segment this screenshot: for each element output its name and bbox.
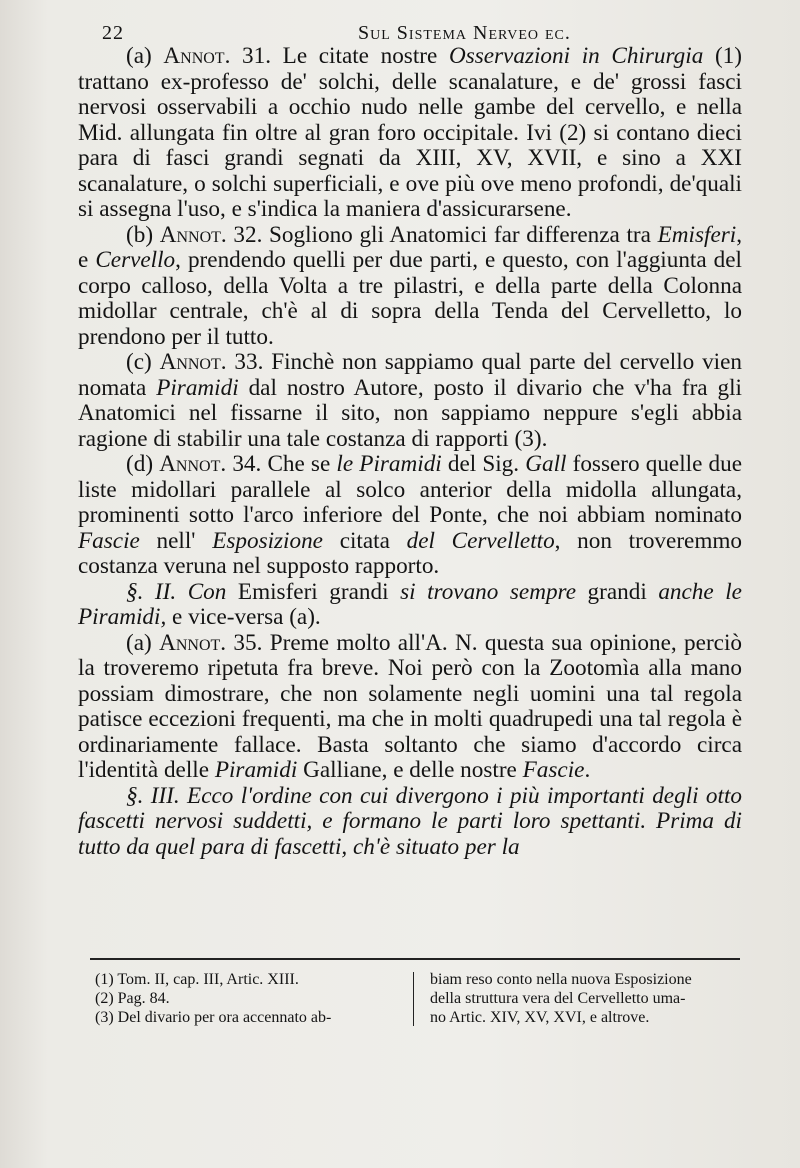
paragraph-annot-33 (78, 350, 742, 452)
footnote-1: (1) Tom. II, cap. III, Artic. XIII. (95, 971, 299, 988)
main-text (78, 44, 742, 860)
footnote-3-continued-line-3: no Artic. XIV, XV, XVI, e altrove. (430, 1009, 650, 1026)
text-run: Annot (159, 221, 221, 248)
page-number: 22 (102, 22, 124, 44)
text-run: . 34. Che se (220, 451, 337, 477)
text-run: Cervello (95, 247, 176, 273)
text-run: , e (78, 221, 742, 273)
paragraph-annot-35 (78, 631, 742, 784)
text-run: . (584, 757, 591, 783)
text-run: Emisferi (657, 221, 737, 248)
text-run: Annot (159, 451, 221, 477)
footnote-3-continued-line-1: biam reso conto nella nuova Esposizione (430, 971, 692, 988)
text-run: Piramidi (156, 374, 239, 401)
text-run: Esposizione (212, 527, 323, 554)
text-run: . 31. Le citate nostre (224, 43, 449, 69)
page-header (78, 14, 742, 44)
paragraph-annot-34 (78, 452, 742, 580)
paragraph-annot-32 (78, 223, 742, 351)
text-run: Fascie (522, 757, 585, 783)
text-run: (a) (126, 629, 160, 656)
text-run: (b) (126, 221, 160, 248)
text-run: le Piramidi (336, 451, 442, 477)
footnote-divider-rule (90, 958, 740, 960)
text-run: nell' (139, 527, 213, 554)
text-run: §. III. Ecco l'ordine con cui divergono i più importanti degli otto fascetti nervosi suddetti, e formano le parti loro spettanti. Prima di tutto da quel para di fascetti, ch'è situato per la (78, 782, 742, 860)
text-run: Gall (525, 451, 567, 477)
text-run: dal nostro Autore, posto il divario che v'ha fra gli Anatomici nel fissarne il sito, non sappiamo neppure s'egli abbia ragione di stabilir una tale costanza di rapporti (3). (78, 374, 743, 452)
text-run: . 33. Finchè non sappiamo qual parte del cervello vien nomata (78, 349, 742, 401)
text-run: . 32. Sogliono gli Anatomici far differenza tra (220, 221, 658, 248)
text-run: , prendendo quelli per due parti, e questo, con l'aggiunta del corpo calloso, della Volta a tre pilastri, e della parte della Colonna midollar centrale, ch'è al di sopra della Tenda del Cervelletto, lo prendono per il tutto. (78, 247, 742, 350)
paragraph-section-2 (78, 580, 742, 631)
paragraph-section-3 (78, 784, 742, 861)
text-run: fossero quelle due liste midollari parallele al solco anterior della midolla allungata, prominenti sotto l'arco inferiore del Ponte, che noi abbiam nominato (78, 451, 743, 528)
footnotes-right-column (430, 970, 750, 1027)
text-run: Galliane, e delle nostre (297, 757, 523, 783)
footnote-column-divider (413, 972, 414, 1026)
text-run: e vice-versa (a). (166, 604, 321, 630)
text-run: , non troveremmo costanza veruna nel supposto rapporto. (78, 527, 742, 579)
text-run: Piramidi (214, 757, 298, 783)
text-run: citata (322, 527, 407, 554)
footnote-3-continued-line-2: della struttura vera del Cervelletto uma- (430, 990, 686, 1007)
text-run: si trovano sempre (400, 578, 588, 605)
text-run: (c) (126, 349, 160, 375)
footnotes-left-column (95, 970, 395, 1027)
text-run: anche le Piramidi, (78, 578, 742, 630)
text-run: Fascie (78, 527, 140, 554)
text-run: §. II. Con (126, 578, 238, 605)
text-run: Annot (163, 43, 225, 69)
footnote-3: (3) Del divario per ora accennato ab- (95, 1009, 332, 1026)
text-run: Annot (159, 349, 221, 375)
text-run: Annot (159, 629, 221, 656)
text-run: (d) (126, 451, 160, 477)
paragraph-annot-31 (78, 44, 742, 223)
text-run: Osservazioni in Chirurgia (448, 43, 704, 69)
text-run: (1) trattano ex-professo de' solchi, delle scanalature, e de' grossi fasci nervosi osservabili a occhio nudo nelle gambe del cervello, e nella Mid. allungata fin oltre al gran foro occipitale. Ivi (2) si contano dieci para di fasci grandi segnati da XIII, XV, XVII, e sino a XXI scanalature, o solchi superficiali, e ove più ove meno profondi, de'quali si assegna l'uso, e s'indica la maniera d'assicurarsene. (78, 43, 742, 222)
text-run: del Cervelletto (406, 527, 555, 554)
text-run: Emisferi grandi (237, 578, 401, 605)
text-run: . 35. Preme molto all'A. N. questa sua opinione, perciò la troveremo ripetuta fra breve. Noi però con la Zootomìa alla mano possiam dimostrare, che non solamente negli uomini una tal regola patisce eccezioni frequenti, ma che in molti quadrupedi una tal regola è ordinariamente fallace. Basta soltanto che siamo d'accordo circa l'identità delle (78, 629, 742, 783)
text-run: grandi (587, 578, 659, 605)
running-head: Sul Sistema Nerveo ec. (358, 22, 571, 44)
text-run: (a) (126, 43, 164, 69)
text-run: del Sig. (441, 451, 526, 477)
footnote-2: (2) Pag. 84. (95, 990, 170, 1007)
